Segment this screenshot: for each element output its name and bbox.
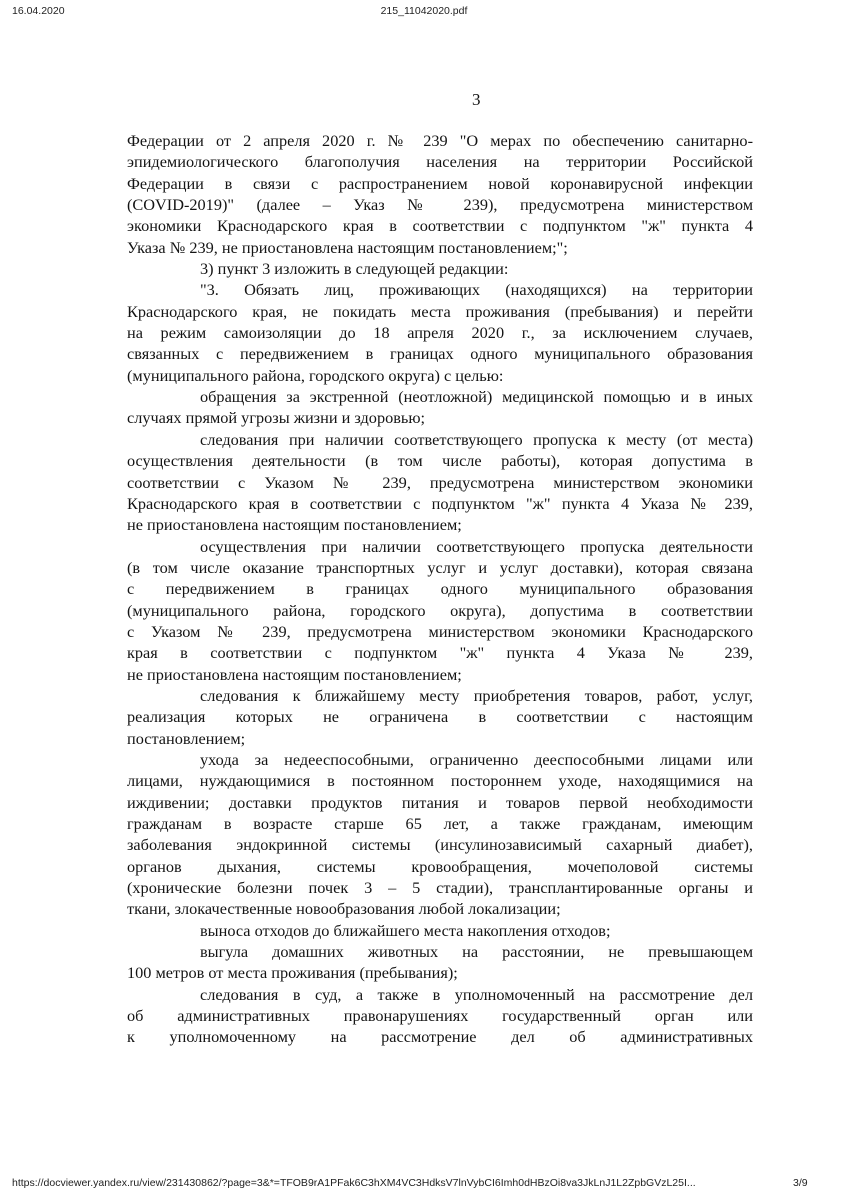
text-line: ткани, злокачественные новообразования любой локализации; bbox=[127, 899, 561, 919]
text-line: (муниципального района, городского округа), допустима в соответствии bbox=[127, 600, 753, 620]
text-line: (хронические болезни почек 3 – 5 стадии), трансплантированные органы и bbox=[127, 878, 753, 898]
text-line: следования при наличии соответствующего пропуска к месту (от места) bbox=[200, 429, 753, 449]
text-line: Краснодарского края, не покидать места проживания (пребывания) и перейти bbox=[127, 301, 753, 321]
text-line: гражданам в возрасте старше 65 лет, а также гражданам, имеющим bbox=[127, 814, 753, 833]
text-line: следования к ближайшему месту приобретения товаров, работ, услуг, bbox=[200, 685, 753, 705]
text-line: реализация которых не ограничена в соответствии с настоящим bbox=[127, 707, 753, 727]
text-line: осуществления при наличии соответствующего пропуска деятельности bbox=[200, 536, 753, 556]
text-line: выгула домашних животных на расстоянии, не превышающем bbox=[200, 942, 753, 962]
text-line: соответствии с Указом № 239, предусмотрена министерством экономики bbox=[127, 472, 753, 492]
text-line: 100 метров от места проживания (пребывания); bbox=[127, 963, 458, 983]
text-line: с Указом № 239, предусмотрена министерством экономики Краснодарского bbox=[127, 621, 753, 641]
text-line: (муниципального района, городского округа) с целью: bbox=[127, 365, 504, 385]
text-line: (COVID-2019)" (далее – Указ № 239), предусмотрена министерством bbox=[127, 195, 753, 215]
page-number: 3 bbox=[472, 90, 481, 109]
text-line: на режим самоизоляции до 18 апреля 2020 г., за исключением случаев, bbox=[127, 323, 753, 343]
text-line: эпидемиологического благополучия населения на территории Российской bbox=[127, 152, 753, 172]
text-line: заболевания эндокринной системы (инсулинозависимый сахарный диабет), bbox=[127, 835, 753, 855]
page-url: https://docviewer.yandex.ru/view/231430862/?page=3&*=TFOB9rA1PFak6C3hXM4VC3HdksV7lnVybCI6Imh0dHBzOi8va3JkLnJ1L2ZpbGVzL25I... bbox=[12, 1177, 696, 1189]
document-body bbox=[127, 130, 753, 1048]
text-line: следования в суд, а также в уполномоченный на рассмотрение дел bbox=[200, 984, 753, 1004]
document-filename: 215_11042020.pdf bbox=[380, 5, 468, 17]
text-line: края в соответствии с подпунктом "ж" пункта 4 Указа № 239, bbox=[127, 643, 753, 663]
text-line: выноса отходов до ближайшего места накопления отходов; bbox=[200, 920, 611, 940]
text-line: Краснодарского края в соответствии с подпунктом "ж" пункта 4 Указа № 239, bbox=[127, 493, 753, 513]
text-line: осуществления деятельности (в том числе работы), которая допустима в bbox=[127, 451, 753, 471]
text-line: связанных с передвижением в границах одного муниципального образования bbox=[127, 344, 753, 364]
text-line: постановлением; bbox=[127, 728, 246, 748]
text-line: Федерации в связи с распространением новой коронавирусной инфекции bbox=[127, 173, 753, 193]
text-line: (в том числе оказание транспортных услуг и услуг доставки), которая связана bbox=[127, 557, 753, 577]
text-line: случаях прямой угрозы жизни и здоровью; bbox=[127, 408, 426, 428]
text-line: Федерации от 2 апреля 2020 г. № 239 "О мерах по обеспечению санитарно- bbox=[127, 131, 753, 150]
text-line: органов дыхания, системы кровообращения, мочеполовой системы bbox=[127, 856, 753, 876]
text-line: не приостановлена настоящим постановлением; bbox=[127, 515, 462, 535]
text-line: Указа № 239, не приостановлена настоящим постановлением;"; bbox=[127, 237, 568, 257]
page-counter: 3/9 bbox=[793, 1177, 808, 1189]
text-line: с передвижением в границах одного муниципального образования bbox=[127, 579, 753, 599]
text-line: обращения за экстренной (неотложной) медицинской помощью и в иных bbox=[200, 387, 753, 407]
print-date: 16.04.2020 bbox=[12, 5, 65, 17]
text-line: экономики Краснодарского края в соответствии с подпунктом "ж" пункта 4 bbox=[127, 216, 753, 236]
text-line: к уполномоченному на рассмотрение дел об административных bbox=[127, 1027, 753, 1047]
text-line: 3) пункт 3 изложить в следующей редакции: bbox=[200, 259, 509, 279]
text-line: "3. Обязать лиц, проживающих (находящихся) на территории bbox=[200, 280, 753, 300]
text-line: об административных правонарушениях государственный орган или bbox=[127, 1006, 753, 1026]
text-line: лицами, нуждающимися в постоянном постороннем уходе, находящимися на bbox=[127, 771, 753, 791]
text-line: иждивении; доставки продуктов питания и товаров первой необходимости bbox=[127, 792, 753, 812]
text-line: ухода за недееспособными, ограниченно дееспособными лицами или bbox=[200, 749, 753, 769]
text-line: не приостановлена настоящим постановлением; bbox=[127, 664, 462, 684]
